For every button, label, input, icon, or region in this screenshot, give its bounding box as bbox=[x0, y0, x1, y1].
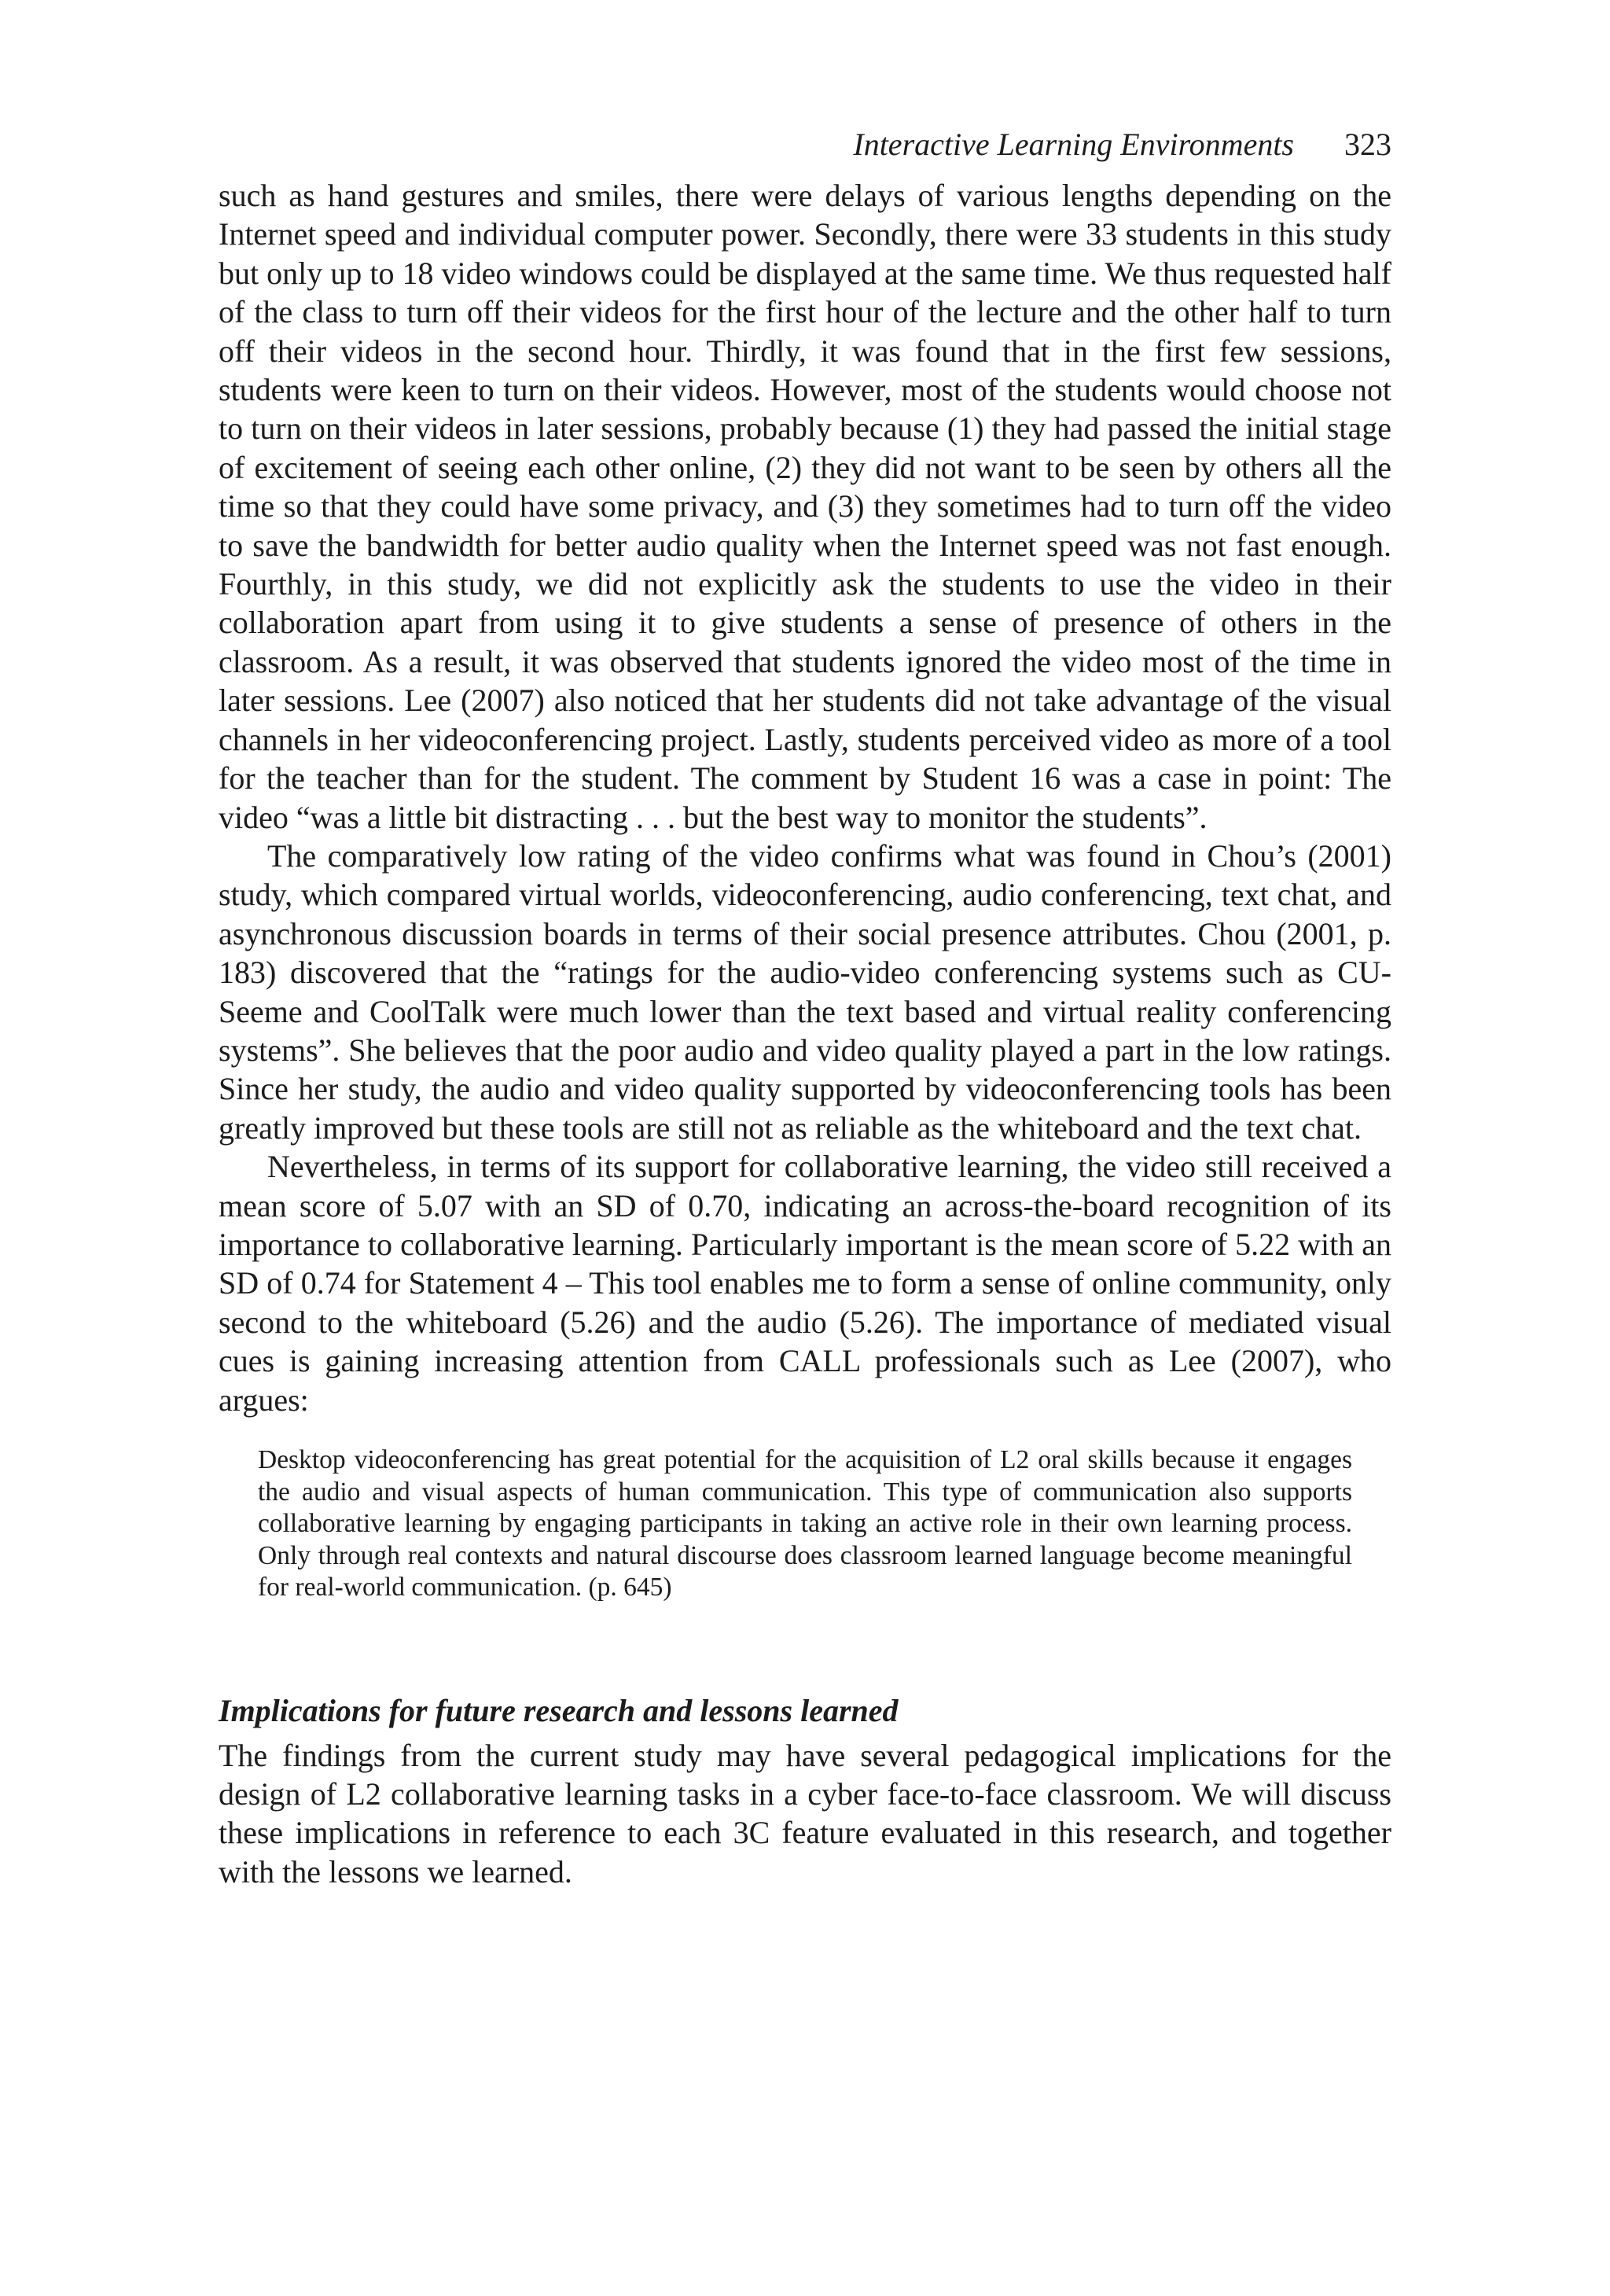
paragraph: Nevertheless, in terms of its support for collaborative learning, the video still received a mean score of 5.07 with an SD of 0.70, indicating an across-the-board recognition of its importance to collaborative learning. Particularly important is the mean score of 5.22 with an SD of 0.74 for Statement 4 – This tool enables me to form a sense of online community, only second to the whiteboard (5.26) and the audio (5.26). The importance of mediated visual cues is gaining increasing attention from CALL professionals such as Lee (2007), who argues: bbox=[219, 1149, 1391, 1418]
paragraph: The comparatively low rating of the video confirms what was found in Chou’s (2001) study, which compared virtual worlds, videoconferencing, audio conferencing, text chat, and asynchronous discussion boards in terms of their social presence attributes. Chou (2001, p. 183) discovered that the “ratings for the audio-video conferencing systems such as CU-Seeme and CoolTalk were much lower than the text based and virtual reality conferencing systems”. She believes that the poor audio and video quality played a part in the low ratings. Since her study, the audio and video quality supported by videoconferencing tools has been greatly improved but these tools are still not as reliable as the whiteboard and the text chat. bbox=[219, 837, 1391, 1146]
paragraph: such as hand gestures and smiles, there were delays of various lengths depending on the Internet speed and individual computer power. Secondly, there were 33 students in this study but only up to 18 video windows could be displayed at the same time. We thus requested half of the class to turn off their videos for the first hour of the lecture and the other half to turn off their videos in the second hour. Thirdly, it was found that in the first few sessions, students were keen to turn on their videos. However, most of the students would choose not to turn on their videos in later sessions, probably because (1) they had passed the initial stage of excitement of seeing each other online, (2) they did not want to be seen by others all the time so that they could have some privacy, and (3) they sometimes had to turn off the video to save the bandwidth for better audio quality when the Internet speed was not fast enough. Fourthly, in this study, we did not explicitly ask the students to use the video in their collaboration apart from using it to give students a sense of presence of others in the classroom. As a result, it was observed that students ignored the video most of the time in later sessions. Lee (2007) also noticed that her students did not take advantage of the visual channels in her videoconferencing project. Lastly, students perceived video as more of a tool for the teacher than for the student. The comment by Student 16 was a case in point: The video “was a little bit distracting . . . but the best way to monitor the students”. bbox=[219, 178, 1391, 835]
journal-title: Interactive Learning Environments bbox=[853, 127, 1294, 162]
paragraph: The findings from the current study may have several pedagogical implications for the design of L2 collaborative learning tasks in a cyber face-to-face classroom. We will discuss these implications in reference to each 3C feature evaluated in this research, and together with the lessons we learned. bbox=[219, 1737, 1391, 1889]
section-heading: Implications for future research and lessons learned bbox=[219, 1692, 899, 1728]
block-quote: Desktop videoconferencing has great potential for the acquisition of L2 oral skills because it engages the audio and visual aspects of human communication. This type of communication also supports collaborative learning by engaging participants in taking an active role in their own learning process. Only through real contexts and natural discourse does classroom learned language become meaningful for real-world communication. (p. 645) bbox=[258, 1445, 1352, 1602]
page bbox=[219, 126, 1391, 1891]
page-number: 323 bbox=[1344, 127, 1391, 162]
body-text bbox=[219, 176, 1391, 1419]
running-head bbox=[219, 126, 1391, 164]
section-body bbox=[219, 1736, 1391, 1892]
